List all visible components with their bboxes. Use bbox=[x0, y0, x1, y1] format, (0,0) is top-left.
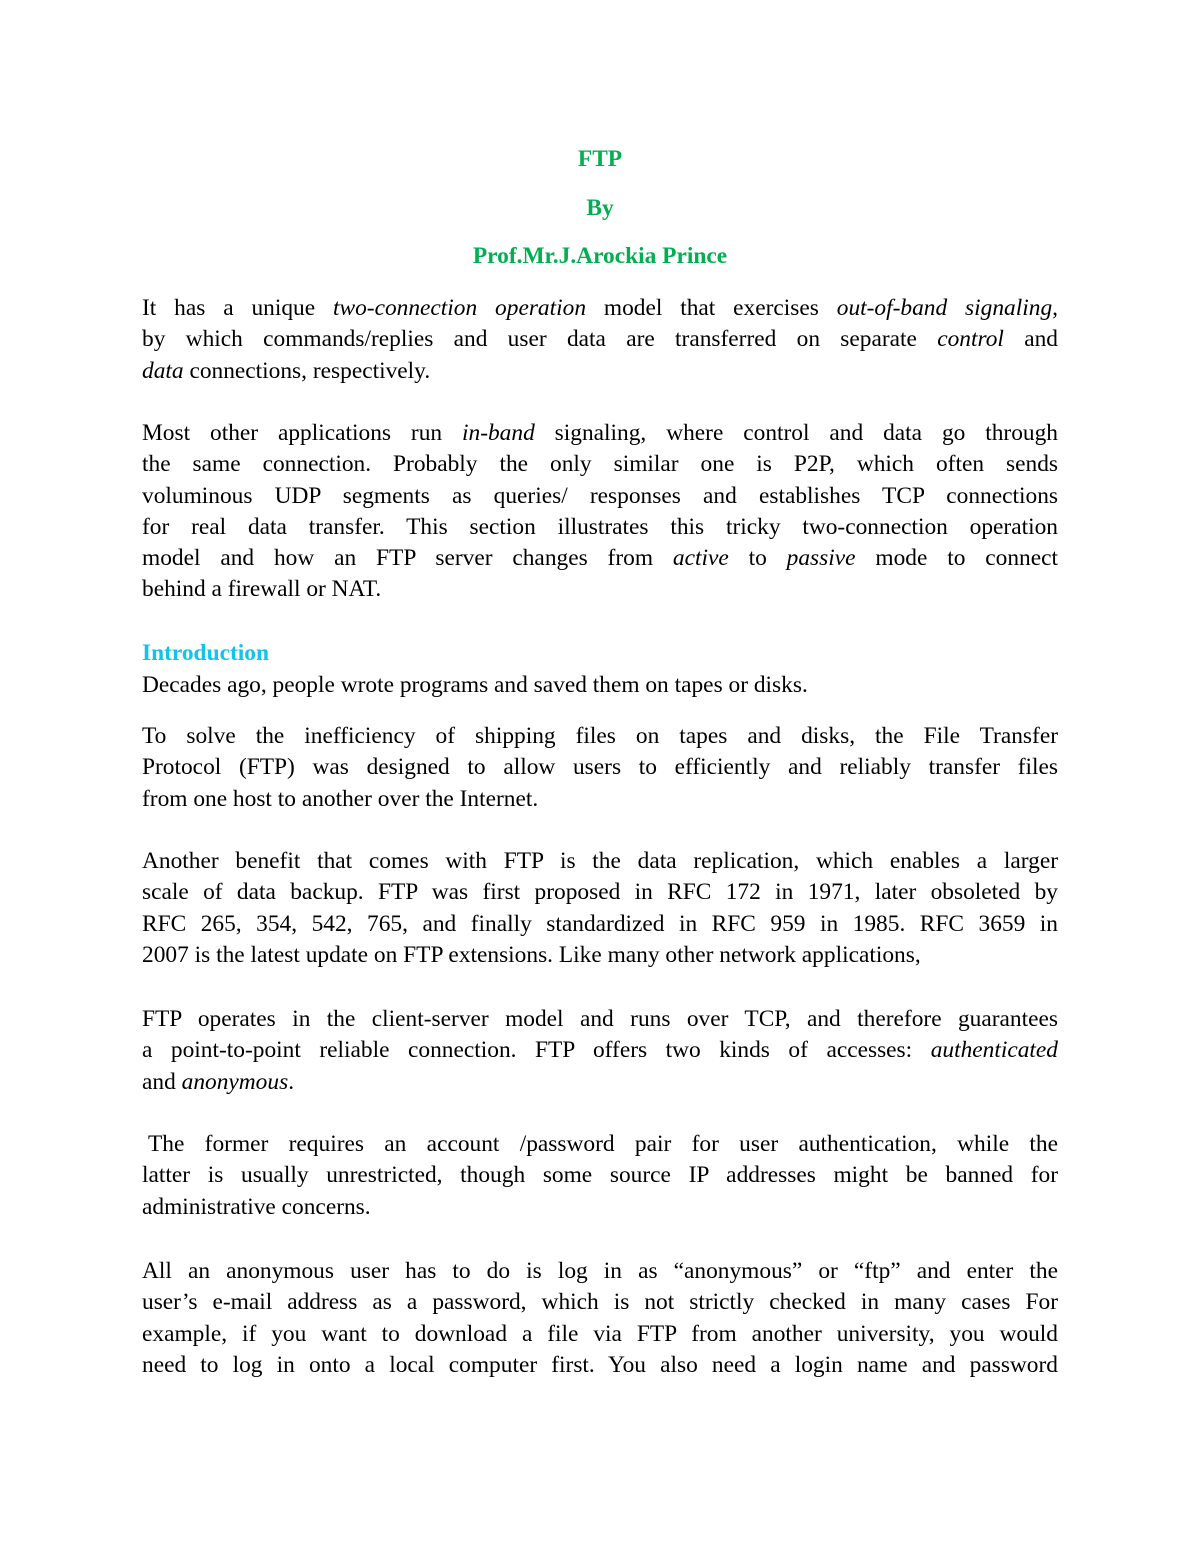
text-line bbox=[142, 752, 1058, 783]
italic-text: data bbox=[142, 357, 184, 384]
text-line bbox=[142, 1035, 1058, 1066]
text-line bbox=[142, 1319, 1058, 1350]
text-run: by which commands/replies and user data are transferred on separate bbox=[142, 326, 938, 353]
text-line bbox=[142, 1129, 1058, 1160]
text-run: a point-to-point reliable connection. FTP offers two kinds of accesses: bbox=[142, 1037, 931, 1064]
text-run: model that exercises bbox=[586, 295, 837, 321]
text-run: need to log in onto a local computer first. You also need a login name and password bbox=[142, 1351, 1058, 1378]
text-run: scale of data backup. FTP was first proposed in RFC 172 in 1971, later obsoleted by bbox=[142, 879, 1058, 906]
text-line bbox=[142, 293, 1058, 324]
text-run: Protocol (FTP) was designed to allow users to efficiently and reliably transfer files bbox=[142, 754, 1058, 781]
text-line bbox=[142, 418, 1058, 449]
text-line bbox=[142, 940, 1058, 971]
paragraph-in-band-signaling bbox=[142, 418, 1058, 606]
paragraph-two-connection-model bbox=[142, 293, 1058, 387]
text-line bbox=[142, 909, 1058, 940]
text-run: It has a unique bbox=[142, 295, 333, 321]
text-run: FTP operates in the client-server model and runs over TCP, and therefore guarantees bbox=[142, 1006, 1058, 1032]
text-line bbox=[142, 324, 1058, 355]
text-run: All an anonymous user has to do is log in as “anonymous” or “ftp” and enter the bbox=[142, 1258, 1058, 1284]
italic-text: authenticated bbox=[930, 1037, 1058, 1064]
text-run: signaling, where control and data go through bbox=[534, 420, 1059, 446]
text-run: The former requires an account /password pair for user authentication, while the bbox=[148, 1131, 1058, 1157]
text-run: from one host to another over the Internet. bbox=[142, 785, 539, 812]
text-line bbox=[142, 877, 1058, 908]
text-line bbox=[142, 449, 1058, 480]
text-run: user’s e-mail address as a password, which is not strictly checked in many cases For bbox=[142, 1289, 1058, 1316]
text-run: Decades ago, people wrote programs and saved them on tapes or disks. bbox=[142, 672, 808, 698]
text-line bbox=[142, 846, 1058, 877]
text-line bbox=[142, 721, 1058, 752]
paragraph-client-server bbox=[142, 1004, 1058, 1098]
italic-text: in-band bbox=[462, 420, 535, 446]
text-run: model and how an FTP server changes from bbox=[142, 545, 673, 572]
text-run: connections, respectively. bbox=[183, 357, 431, 384]
paragraph-anonymous-login bbox=[142, 1256, 1058, 1381]
text-run: administrative concerns. bbox=[142, 1193, 371, 1220]
text-run: To solve the inefficiency of shipping files on tapes and disks, the File Transfer bbox=[142, 723, 1058, 749]
text-run: RFC 265, 354, 542, 765, and finally standardized in RFC 959 in 1985. RFC 3659 in bbox=[142, 910, 1058, 937]
italic-text: two-connection operation bbox=[332, 295, 587, 321]
text-line bbox=[142, 1287, 1058, 1318]
text-line bbox=[142, 356, 1058, 387]
byline: By bbox=[586, 195, 614, 221]
text-run: behind a firewall or NAT. bbox=[142, 576, 382, 603]
italic-text: active bbox=[672, 545, 729, 572]
paragraph-authentication bbox=[142, 1129, 1058, 1223]
text-run: 2007 is the latest update on FTP extensions. Like many other network applications, bbox=[142, 941, 921, 968]
section-heading-introduction: Introduction bbox=[142, 640, 269, 666]
paragraph-ftp-history bbox=[142, 846, 1058, 971]
text-run: . bbox=[288, 1068, 295, 1095]
text-line bbox=[142, 574, 1058, 605]
text-line bbox=[142, 1192, 1058, 1223]
text-line bbox=[142, 670, 1058, 701]
text-line bbox=[142, 543, 1058, 574]
text-run: the same connection. Probably the only similar one is P2P, which often sends bbox=[142, 451, 1058, 478]
italic-text: passive bbox=[786, 545, 856, 572]
text-run: voluminous UDP segments as queries/ responses and establishes TCP connections bbox=[142, 482, 1058, 509]
text-line bbox=[142, 1160, 1058, 1191]
paragraph-decades-ago bbox=[142, 670, 1058, 701]
text-run: and bbox=[1003, 326, 1058, 353]
italic-text: out-of-band signaling, bbox=[836, 295, 1058, 321]
italic-text: control bbox=[937, 326, 1004, 353]
text-line bbox=[142, 784, 1058, 815]
text-line bbox=[142, 1256, 1058, 1287]
text-run: and bbox=[142, 1068, 182, 1095]
text-run: latter is usually unrestricted, though some source IP addresses might be banned for bbox=[142, 1162, 1058, 1189]
document-title: FTP bbox=[577, 146, 623, 172]
text-line bbox=[142, 1350, 1058, 1381]
text-run: example, if you want to download a file via FTP from another university, you would bbox=[142, 1320, 1058, 1347]
text-line bbox=[142, 481, 1058, 512]
text-run: Most other applications run bbox=[142, 420, 462, 446]
text-run: Another benefit that comes with FTP is the data replication, which enables a larger bbox=[142, 848, 1058, 874]
text-run: to bbox=[728, 545, 787, 572]
text-line bbox=[142, 1004, 1058, 1035]
italic-text: anonymous bbox=[181, 1068, 289, 1095]
paragraph-ftp-purpose bbox=[142, 721, 1058, 815]
text-line bbox=[142, 512, 1058, 543]
text-run: for real data transfer. This section illustrates this tricky two-connection operation bbox=[142, 513, 1058, 540]
text-line bbox=[142, 1067, 1058, 1098]
author-name: Prof.Mr.J.Arockia Prince bbox=[472, 243, 728, 269]
text-run: mode to connect bbox=[855, 545, 1058, 572]
